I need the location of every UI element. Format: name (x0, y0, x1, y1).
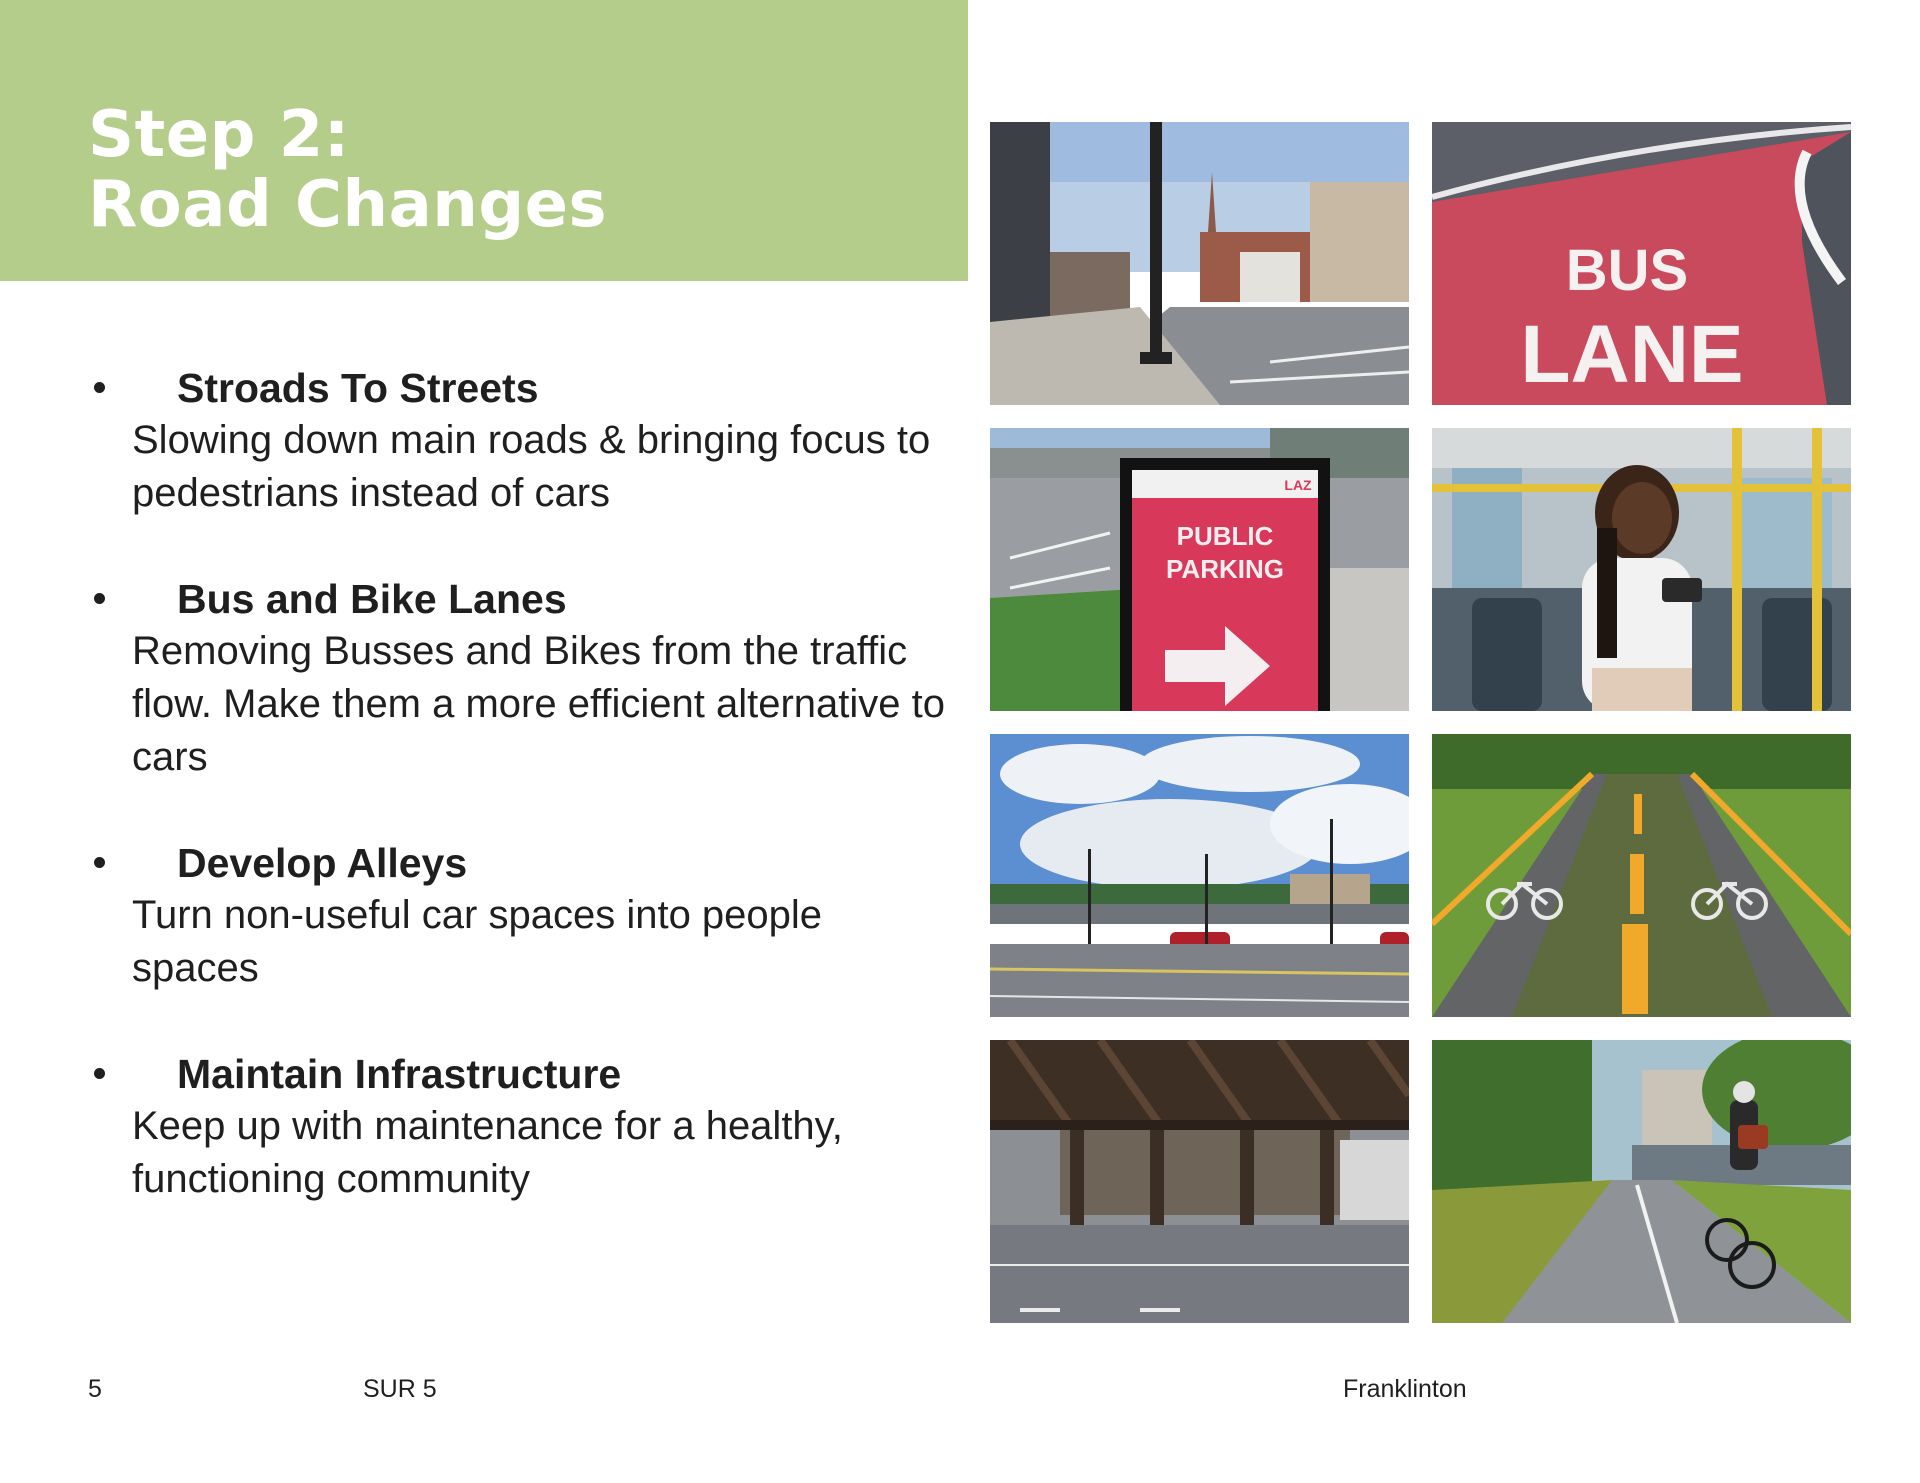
list-item (88, 362, 948, 520)
page-title (88, 100, 607, 240)
photo-bus-lane (1432, 122, 1851, 405)
photo-wide-road (990, 734, 1409, 1017)
photo-public-parking (990, 428, 1409, 711)
footer-course: SUR 5 (363, 1375, 437, 1403)
photo-bike-lane (1432, 734, 1851, 1017)
bus-lane-text-2: LANE (1520, 309, 1744, 400)
list-item (88, 1048, 948, 1206)
bullet-text: Removing Busses and Bikes from the traffic flow. Make them a more efficient alternative to cars (132, 629, 945, 779)
footer-location: Franklinton (1343, 1375, 1467, 1403)
bullet-icon (94, 593, 105, 604)
parking-text-2: PARKING (1166, 554, 1284, 584)
parking-text-1: PUBLIC (1176, 521, 1274, 551)
bullet-icon (94, 1068, 105, 1079)
photo-street-corner (990, 122, 1409, 405)
bullet-icon (94, 857, 105, 868)
list-item (88, 837, 948, 995)
bullet-icon (94, 382, 105, 393)
photo-bridge-underpass (990, 1040, 1409, 1323)
bullet-heading: Maintain Infrastructure (177, 1051, 622, 1097)
bullet-list (88, 362, 948, 1259)
bullet-heading: Bus and Bike Lanes (177, 576, 567, 622)
title-line-1: Step 2: (88, 98, 350, 172)
bullet-heading: Stroads To Streets (177, 365, 539, 411)
bullet-text: Slowing down main roads & bringing focus to pedestrians instead of cars (132, 418, 931, 515)
bullet-text: Turn non-useful car spaces into people spaces (132, 893, 823, 990)
bus-lane-text-1: BUS (1565, 238, 1689, 303)
page-number: 5 (88, 1375, 102, 1403)
list-item (88, 573, 948, 784)
bullet-text: Keep up with maintenance for a healthy, functioning community (132, 1104, 843, 1201)
photo-bus-rider (1432, 428, 1851, 711)
bullet-heading: Develop Alleys (177, 840, 468, 886)
title-line-2: Road Changes (88, 168, 608, 242)
photo-cyclist-path (1432, 1040, 1851, 1323)
parking-brand-text: LAZ (1284, 477, 1312, 493)
